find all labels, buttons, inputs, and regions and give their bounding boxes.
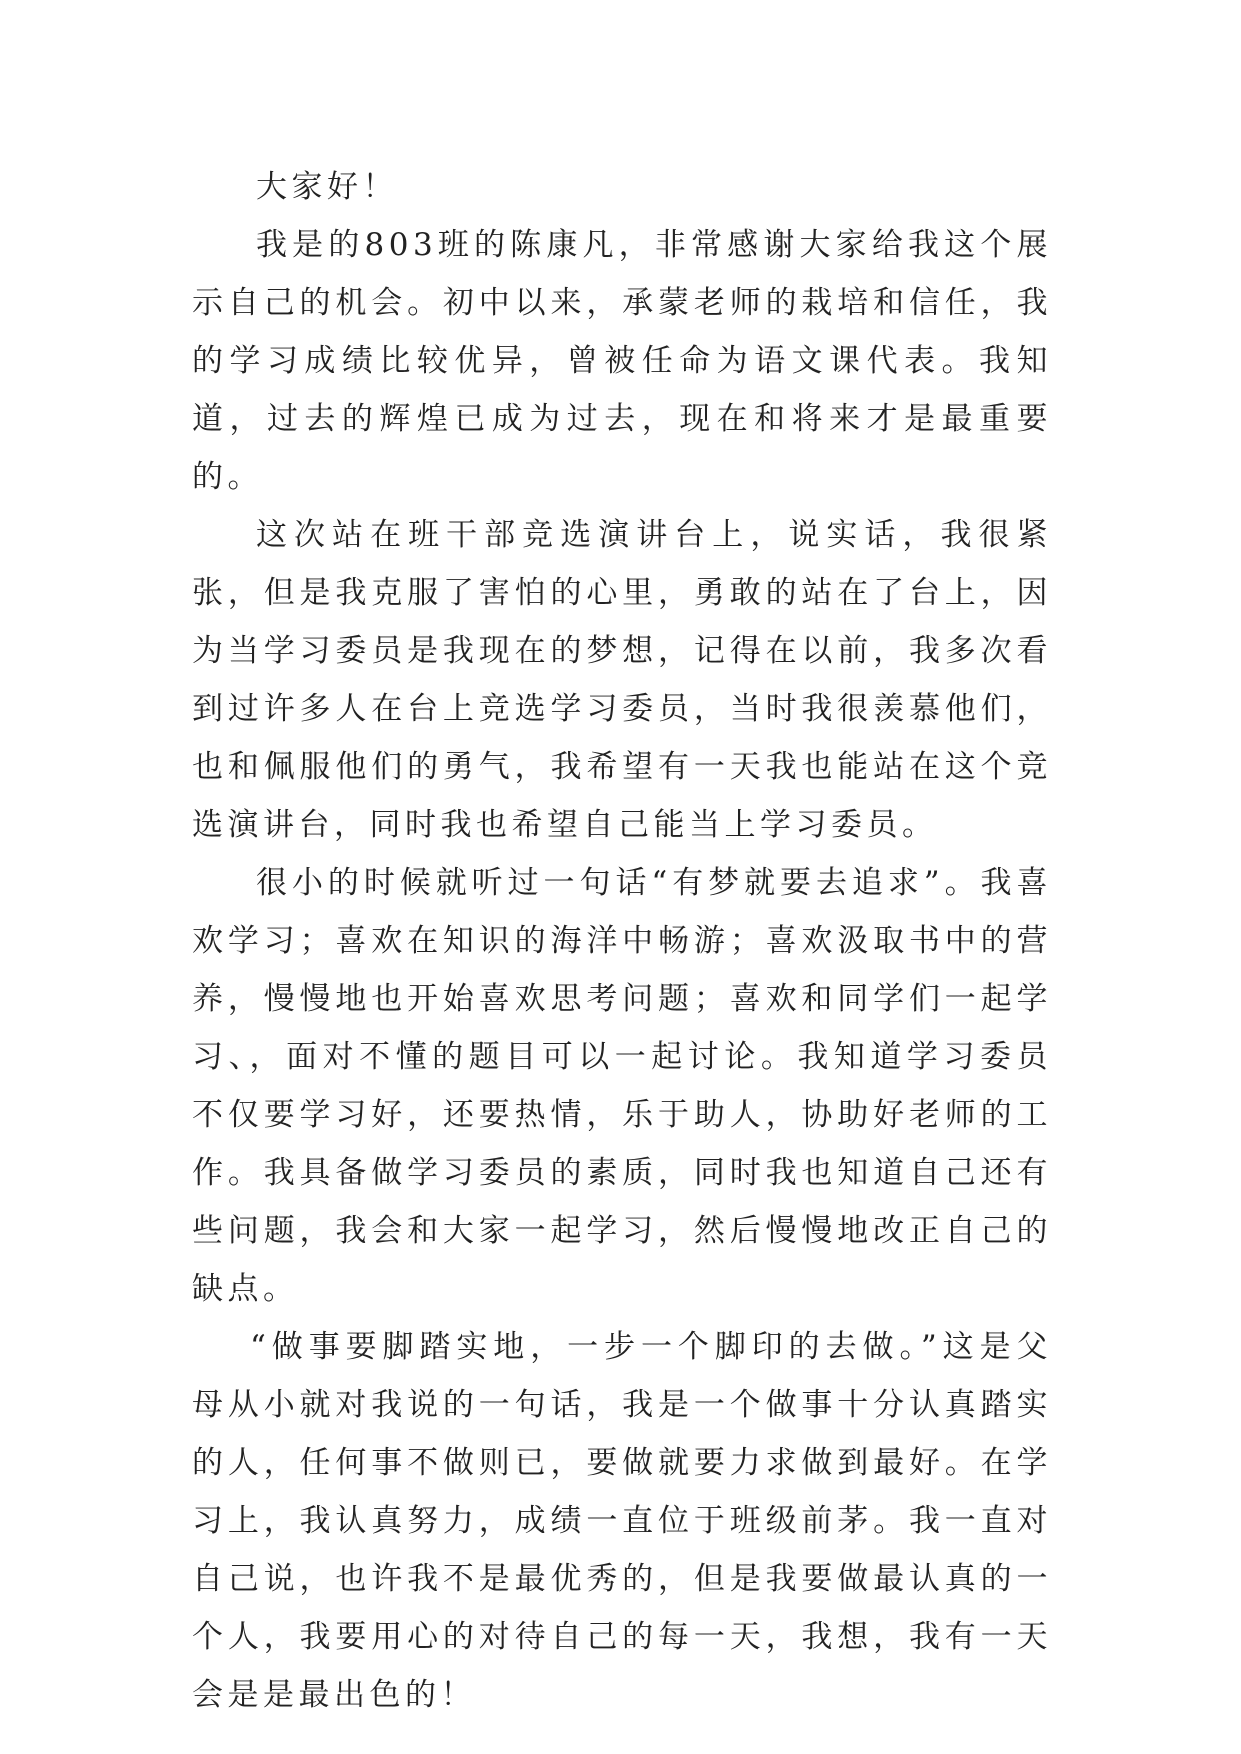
speech-text xyxy=(192,158,1052,1724)
closing-paragraph: “做事要脚踏实地，一步一个脚印的去做。”这是父母从小就对我说的一句话，我是一个做事十分认真踏实的人，任何事不做则已，要做就要力求做到最好。在学习上，我认真努力，成绩一直位于班级前茅。我一直对自己说，也许我不是最优秀的，但是我要做最认真的一个人，我要用心的对待自己的每一天，我想，我有一天会是是最出色的！ xyxy=(192,1329,1052,1713)
introduction-paragraph: 我是的803班的陈康凡，非常感谢大家给我这个展示自己的机会。初中以来，承蒙老师的栽培和信任，我的学习成绩比较优异，曾被任命为语文课代表。我知道，过去的辉煌已成为过去，现在和将来才是最重要的。 xyxy=(192,227,1052,495)
greeting-paragraph: 大家好！ xyxy=(256,169,398,205)
study-passion-paragraph: 很小的时候就听过一句话“有梦就要去追求”。我喜欢学习；喜欢在知识的海洋中畅游；喜欢汲取书中的营养，慢慢地也开始喜欢思考问题；喜欢和同学们一起学习、，面对不懂的题目可以一起讨论。我知道学习委员不仅要学习好，还要热情，乐于助人，协助好老师的工作。我具备做学习委员的素质，同时我也知道自己还有些问题，我会和大家一起学习，然后慢慢地改正自己的缺点。 xyxy=(192,865,1052,1307)
election-paragraph: 这次站在班干部竞选演讲台上，说实话，我很紧张，但是我克服了害怕的心里，勇敢的站在了台上，因为当学习委员是我现在的梦想，记得在以前，我多次看到过许多人在台上竞选学习委员，当时我很羡慕他们，也和佩服他们的勇气，我希望有一天我也能站在这个竞选演讲台，同时我也希望自己能当上学习委员。 xyxy=(192,517,1052,843)
